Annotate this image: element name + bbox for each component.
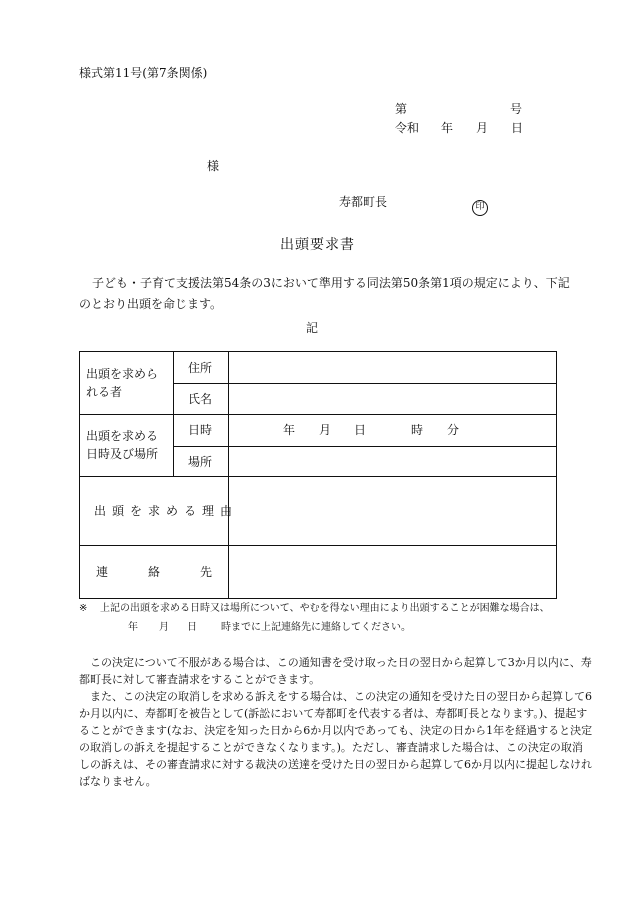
datetime-year: 年 bbox=[283, 423, 296, 437]
notice-p2-line-1: また、この決定の取消しを求める訴えをする場合は、この決定の通知を受けた日の翌日から起算して6 bbox=[90, 690, 592, 703]
doc-number-prefix: 第 bbox=[395, 102, 408, 116]
contact-label-char: 連 bbox=[96, 565, 109, 579]
table-rule bbox=[173, 383, 556, 384]
addressee-suffix: 様 bbox=[207, 159, 220, 173]
note-mark: ※ bbox=[79, 603, 88, 614]
form-number: 様式第11号(第7条関係) bbox=[79, 66, 208, 80]
table-rule bbox=[80, 414, 556, 415]
reason-label: 出頭を求める理由 bbox=[94, 504, 239, 518]
notice-p1-line-1: この決定について不服がある場合は、この通知書を受け取った日の翌日から起算して3か月以内に、寿 bbox=[90, 656, 592, 669]
table-rule bbox=[173, 352, 174, 476]
date-year: 年 bbox=[441, 121, 454, 135]
ki-marker: 記 bbox=[306, 321, 319, 335]
person-label-line-1: 出頭を求めら bbox=[86, 367, 159, 381]
table-rule bbox=[173, 446, 556, 447]
intro-line-1: 子ども・子育て支援法第54条の3において準用する同法第50条第1項の規定により、下記 bbox=[92, 276, 570, 290]
note-line-2: 時までに上記連絡先に連絡してください。 bbox=[221, 622, 411, 633]
table-rule bbox=[80, 545, 556, 546]
datetime-label-line-2: 日時及び場所 bbox=[86, 447, 159, 461]
intro-line-2: のとおり出頭を命じます。 bbox=[79, 297, 223, 311]
sender-name: 寿都町長 bbox=[339, 195, 388, 209]
date-era: 令和 bbox=[395, 121, 420, 135]
notice-p2-line-5: しの訴えは、その審査請求に対する裁決の送達を受けた日の翌日から起算して6か月以内に提起しなけれ bbox=[79, 758, 592, 771]
datetime-minute: 分 bbox=[447, 423, 460, 437]
doc-number-suffix: 号 bbox=[510, 102, 523, 116]
table-rule bbox=[80, 476, 556, 477]
datetime-sub-label: 日時 bbox=[188, 423, 213, 437]
date-month: 月 bbox=[476, 121, 489, 135]
seal-mark bbox=[472, 194, 488, 216]
datetime-label-line-1: 出頭を求める bbox=[86, 429, 159, 443]
note-day: 日 bbox=[187, 622, 197, 633]
date-day: 日 bbox=[511, 121, 524, 135]
notice-p2-line-6: ばなりません。 bbox=[79, 775, 157, 788]
contact-label-char: 先 bbox=[199, 565, 212, 579]
datetime-hour: 時 bbox=[411, 423, 424, 437]
notice-p1-line-2: 都町長に対して審査請求をすることができます。 bbox=[79, 673, 321, 686]
note-month: 月 bbox=[159, 622, 169, 633]
notice-p2-line-4: の取消しの訴えを提起することができなくなります。)。ただし、審査請求した場合は、この決定の取消 bbox=[79, 741, 583, 754]
contact-label-char: 絡 bbox=[147, 565, 160, 579]
summons-table bbox=[79, 351, 557, 599]
datetime-day: 日 bbox=[354, 423, 367, 437]
person-label-line-2: れる者 bbox=[86, 385, 123, 399]
document-title: 出頭要求書 bbox=[280, 237, 355, 253]
table-rule bbox=[228, 352, 229, 598]
contact-label bbox=[96, 563, 212, 581]
note-line-1: 上記の出頭を求める日時又は場所について、やむを得ない理由により出頭することが困難な場合は、 bbox=[100, 603, 550, 614]
notice-p2-line-2: か月以内に、寿都町を被告として(訴訟において寿都町を代表する者は、寿都町長となります。)、提起す bbox=[79, 707, 588, 720]
place-sub-label: 場所 bbox=[188, 455, 213, 469]
note-year: 年 bbox=[128, 622, 138, 633]
name-label: 氏名 bbox=[188, 392, 213, 406]
seal-text: 印 bbox=[472, 200, 488, 216]
address-label: 住所 bbox=[188, 361, 213, 375]
notice-p2-line-3: ることができます(なお、決定を知った日から6か月以内であっても、決定の日から1年を経過すると決定 bbox=[79, 724, 593, 737]
datetime-month: 月 bbox=[319, 423, 332, 437]
